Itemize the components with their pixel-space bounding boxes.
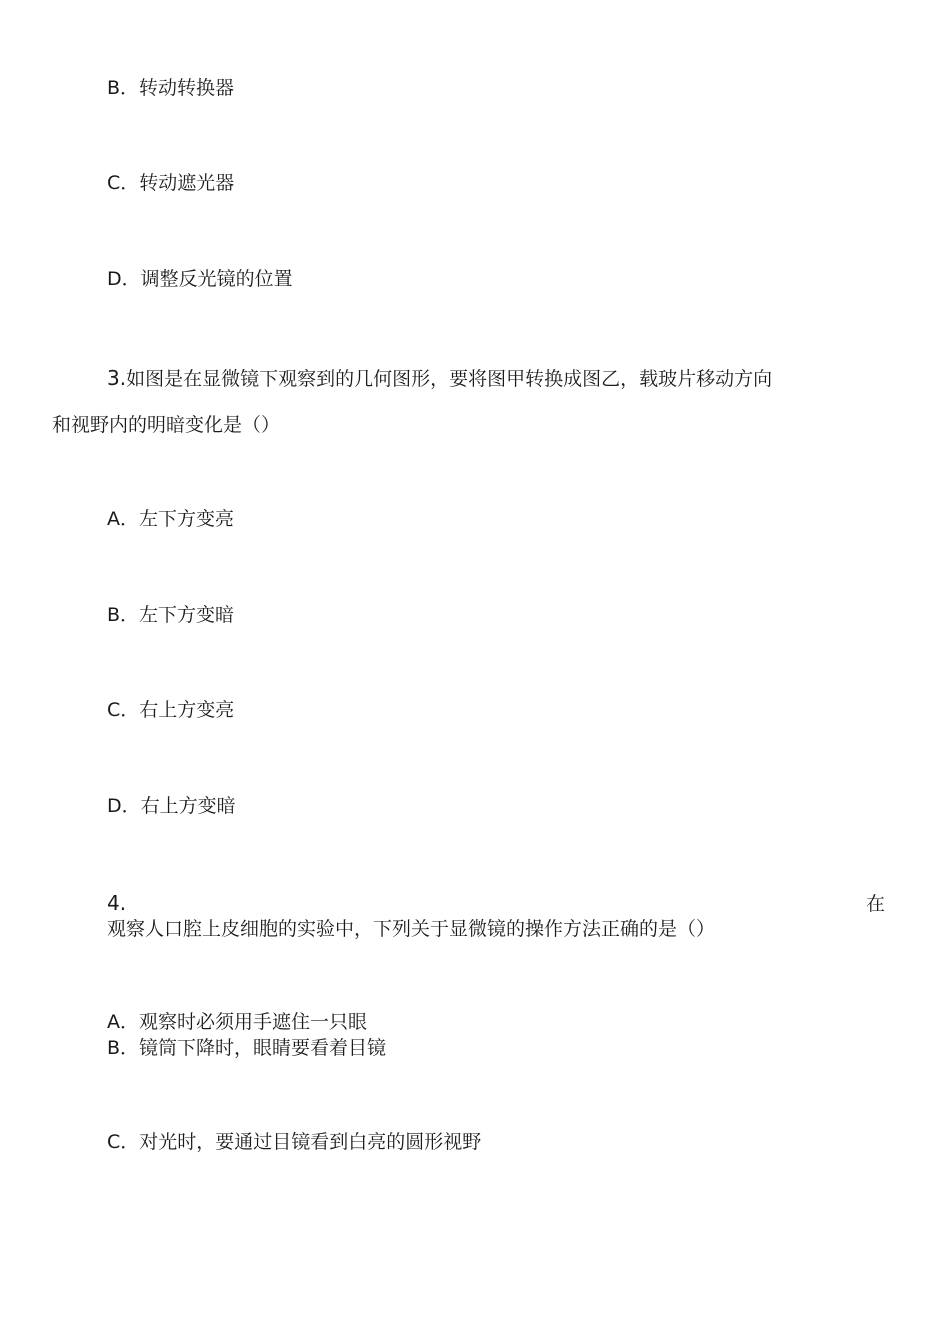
option-letter: C． bbox=[107, 172, 140, 194]
q3-option-a bbox=[107, 507, 234, 531]
option-text: 观察时必须用手遮住一只眼 bbox=[139, 1011, 368, 1033]
option-letter: B． bbox=[107, 604, 140, 626]
question-text: 如图是在显微镜下观察到的几何图形，要将图甲转换成图乙，载玻片移动方向 bbox=[126, 368, 773, 390]
q4-stem-line1 bbox=[107, 891, 126, 916]
q4-option-c bbox=[107, 1130, 481, 1154]
question-text: 观察人口腔上皮细胞的实验中，下列关于显微镜的操作方法正确的是（） bbox=[107, 918, 716, 940]
q2-option-d bbox=[107, 267, 293, 291]
question-text: 和视野内的明暗变化是（） bbox=[52, 414, 281, 436]
option-letter: B． bbox=[107, 77, 140, 99]
q3-option-c bbox=[107, 698, 234, 722]
question-number: 3. bbox=[107, 366, 127, 390]
q2-option-b bbox=[107, 76, 234, 100]
q3-option-d bbox=[107, 794, 236, 818]
option-text: 调整反光镜的位置 bbox=[140, 268, 293, 290]
option-letter: B． bbox=[107, 1037, 140, 1059]
option-text: 转动遮光器 bbox=[139, 172, 235, 194]
q4-stem-line2 bbox=[107, 917, 715, 941]
option-letter: D． bbox=[107, 268, 141, 290]
q4-trailing-char: 在 bbox=[866, 893, 886, 915]
option-text: 右上方变亮 bbox=[139, 699, 235, 721]
option-text: 转动转换器 bbox=[139, 77, 235, 99]
option-letter: A． bbox=[107, 1011, 139, 1033]
option-text: 左下方变暗 bbox=[139, 604, 235, 626]
q3-stem-line1 bbox=[107, 366, 772, 391]
option-letter: D． bbox=[107, 795, 141, 817]
q3-stem-line2 bbox=[52, 413, 280, 437]
option-letter: A． bbox=[107, 508, 139, 530]
q3-option-b bbox=[107, 603, 234, 627]
q4-option-b bbox=[107, 1036, 386, 1060]
q4-option-a bbox=[107, 1010, 367, 1034]
option-text: 左下方变亮 bbox=[139, 508, 235, 530]
option-letter: C． bbox=[107, 699, 140, 721]
q2-option-c bbox=[107, 171, 234, 195]
option-text: 对光时，要通过目镜看到白亮的圆形视野 bbox=[139, 1131, 482, 1153]
option-text: 右上方变暗 bbox=[140, 795, 236, 817]
question-number: 4. bbox=[107, 891, 127, 915]
option-text: 镜筒下降时，眼睛要看着目镜 bbox=[139, 1037, 387, 1059]
option-letter: C． bbox=[107, 1131, 140, 1153]
